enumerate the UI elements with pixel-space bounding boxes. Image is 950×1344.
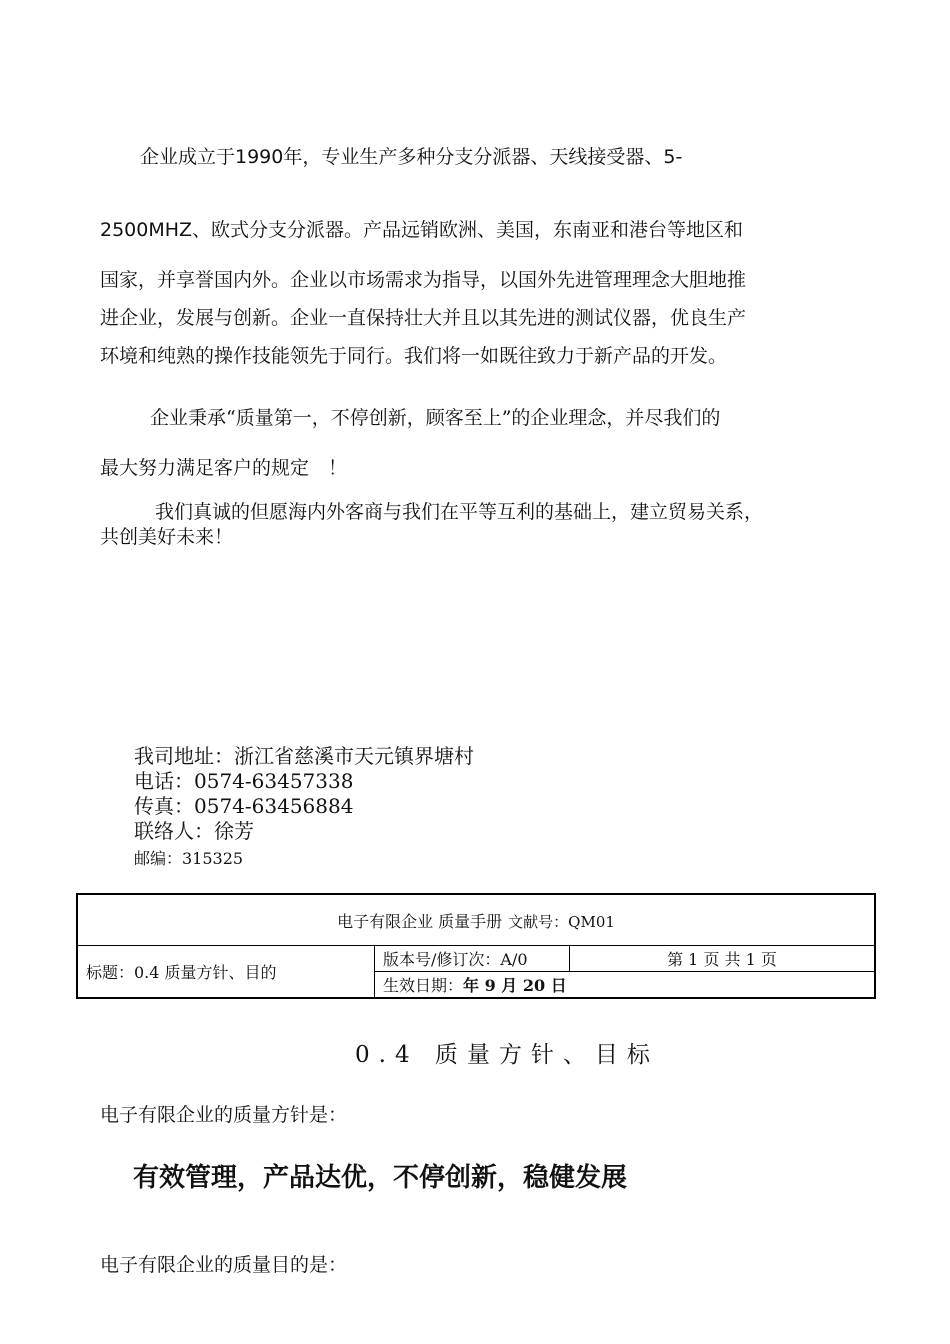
header-title: 电子有限企业 质量手册 — [337, 911, 503, 931]
intro-line-5: 环境和纯熟的操作技能领先于同行。我们将一如既往致力于新产品的开发。 — [100, 345, 728, 367]
cooperation-line-2: 共创美好未来！ — [100, 526, 234, 548]
contact-postcode: 邮编：315325 — [134, 849, 244, 868]
subject-cell: 标题：0.4 质量方针、目的 — [77, 946, 375, 998]
section-title: 0.4 质量方针、目标 — [355, 1042, 659, 1068]
intro-line-2: 2500MHZ、欧式分支分派器。产品远销欧洲、美国，东南亚和港台等地区和 — [100, 219, 744, 241]
intro-line-4: 进企业，发展与创新。企业一直保持壮大并且以其先进的测试仪器，优良生产 — [100, 307, 747, 329]
contact-person: 联络人：徐芳 — [134, 819, 254, 843]
page-cell: 第 1 页 共 1 页 — [570, 946, 876, 972]
intro-line-1: 企业成立于1990年，专业生产多种分支分派器、天线接受器、5- — [140, 146, 683, 168]
quality-policy: 有效管理，产品达优，不停创新，稳健发展 — [133, 1163, 628, 1193]
cooperation-line-1: 我们真诚的但愿海内外客商与我们在平等互利的基础上，建立贸易关系， — [155, 501, 764, 523]
document-number: 文献号：QM01 — [508, 912, 615, 931]
philosophy-line-2: 最大努力满足客户的规定 ！ — [100, 457, 348, 479]
contact-fax: 传真：0574-63456884 — [134, 794, 354, 818]
version-cell: 版本号/修订次：A/0 — [375, 946, 570, 972]
effective-date-label: 生效日期： — [383, 976, 464, 996]
philosophy-line-1: 企业秉承“质量第一，不停创新，顾客至上”的企业理念，并尽我们的 — [150, 407, 721, 429]
objective-intro: 电子有限企业的质量目的是： — [100, 1254, 348, 1276]
contact-address: 我司地址：浙江省慈溪市天元镇界塘村 — [134, 744, 474, 768]
quality-manual-header-table — [76, 893, 876, 999]
intro-line-3: 国家，并享誉国内外。企业以市场需求为指导，以国外先进管理理念大胆地推 — [100, 269, 747, 291]
effective-date-cell — [375, 972, 876, 998]
effective-date-value: 年 9 月 20 日 — [463, 976, 567, 996]
header-title-cell — [77, 894, 875, 946]
contact-phone: 电话：0574-63457338 — [134, 769, 354, 793]
policy-intro: 电子有限企业的质量方针是： — [100, 1104, 348, 1126]
